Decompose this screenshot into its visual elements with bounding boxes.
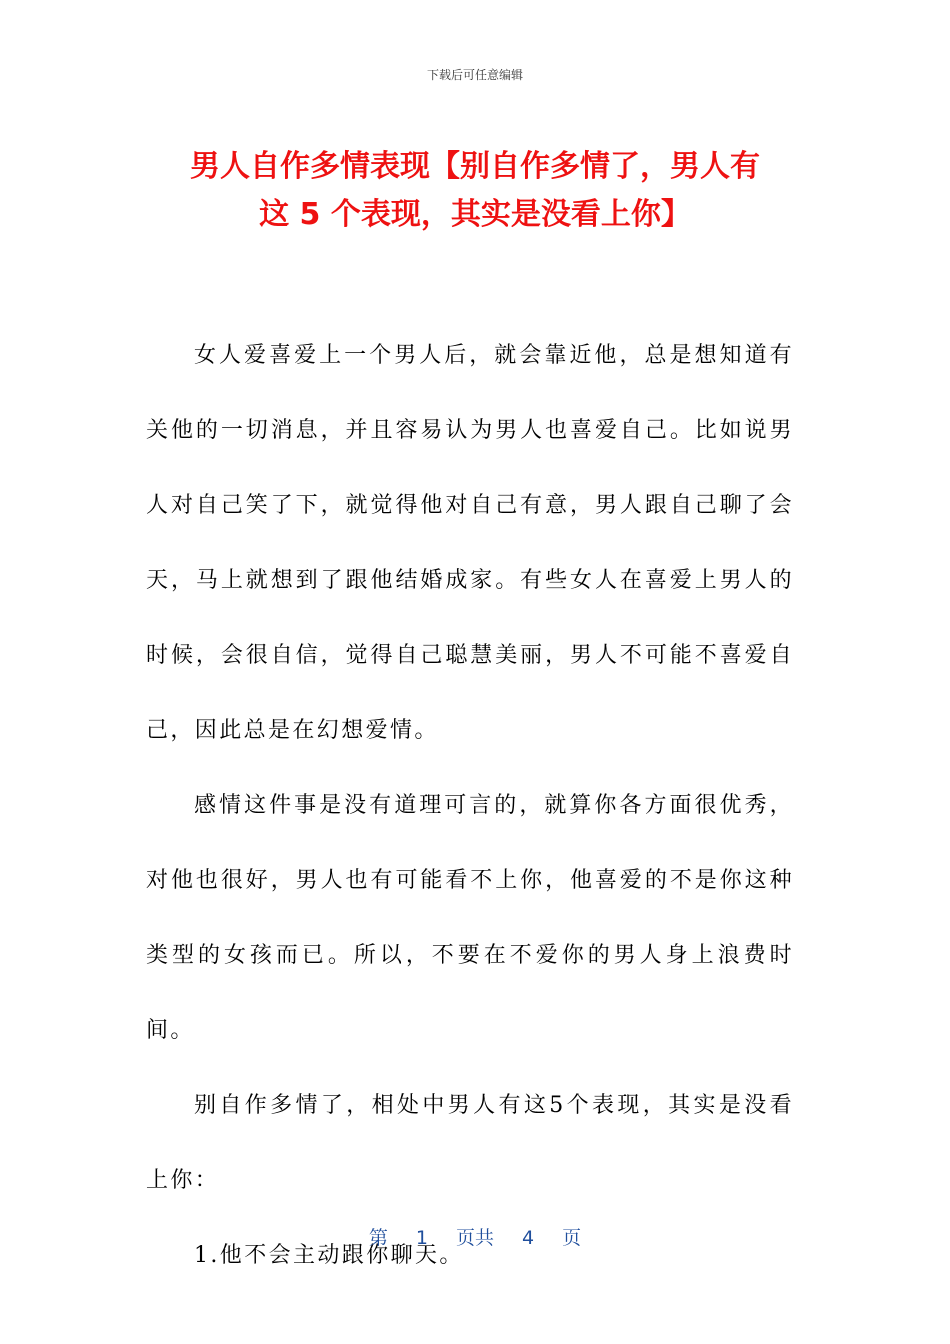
document-body (146, 318, 794, 1293)
paragraph-1: 女人爱喜爱上一个男人后，就会靠近他，总是想知道有关他的一切消息，并且容易认为男人也喜爱自己。比如说男人对自己笑了下，就觉得他对自己有意，男人跟自己聊了会天，马上就想到了跟他结婚成家。有些女人在喜爱上男人的时候，会很自信，觉得自己聪慧美丽，男人不可能不喜爱自己，因此总是在幻想爱情。 (146, 343, 794, 743)
document-title-line-1: 男人自作多情表现【别自作多情了，男人有 (190, 149, 760, 184)
footer-di: 第 (368, 1227, 388, 1249)
document-title-line-2: 这 5 个表现，其实是没看上你】 (259, 197, 691, 232)
header-note: 下载后可任意编辑 (426, 68, 523, 82)
footer-total-pages: 4 (522, 1227, 535, 1249)
page-footer (0, 1224, 950, 1252)
paragraph-2: 感情这件事是没有道理可言的，就算你各方面很优秀，对他也很好，男人也有可能看不上你，他喜爱的不是你这种类型的女孩而已。所以，不要在不爱你的男人身上浪费时间。 (146, 793, 794, 1043)
footer-page-number: 1 (415, 1227, 428, 1249)
list-item-1: 1.他不会主动跟你聊天。 (194, 1243, 464, 1268)
footer-ye: 页 (562, 1227, 582, 1249)
document-title (130, 143, 820, 239)
footer-ye-gong: 页共 (455, 1227, 494, 1249)
paragraph-3: 别自作多情了，相处中男人有这5个表现，其实是没看上你： (146, 1093, 794, 1193)
